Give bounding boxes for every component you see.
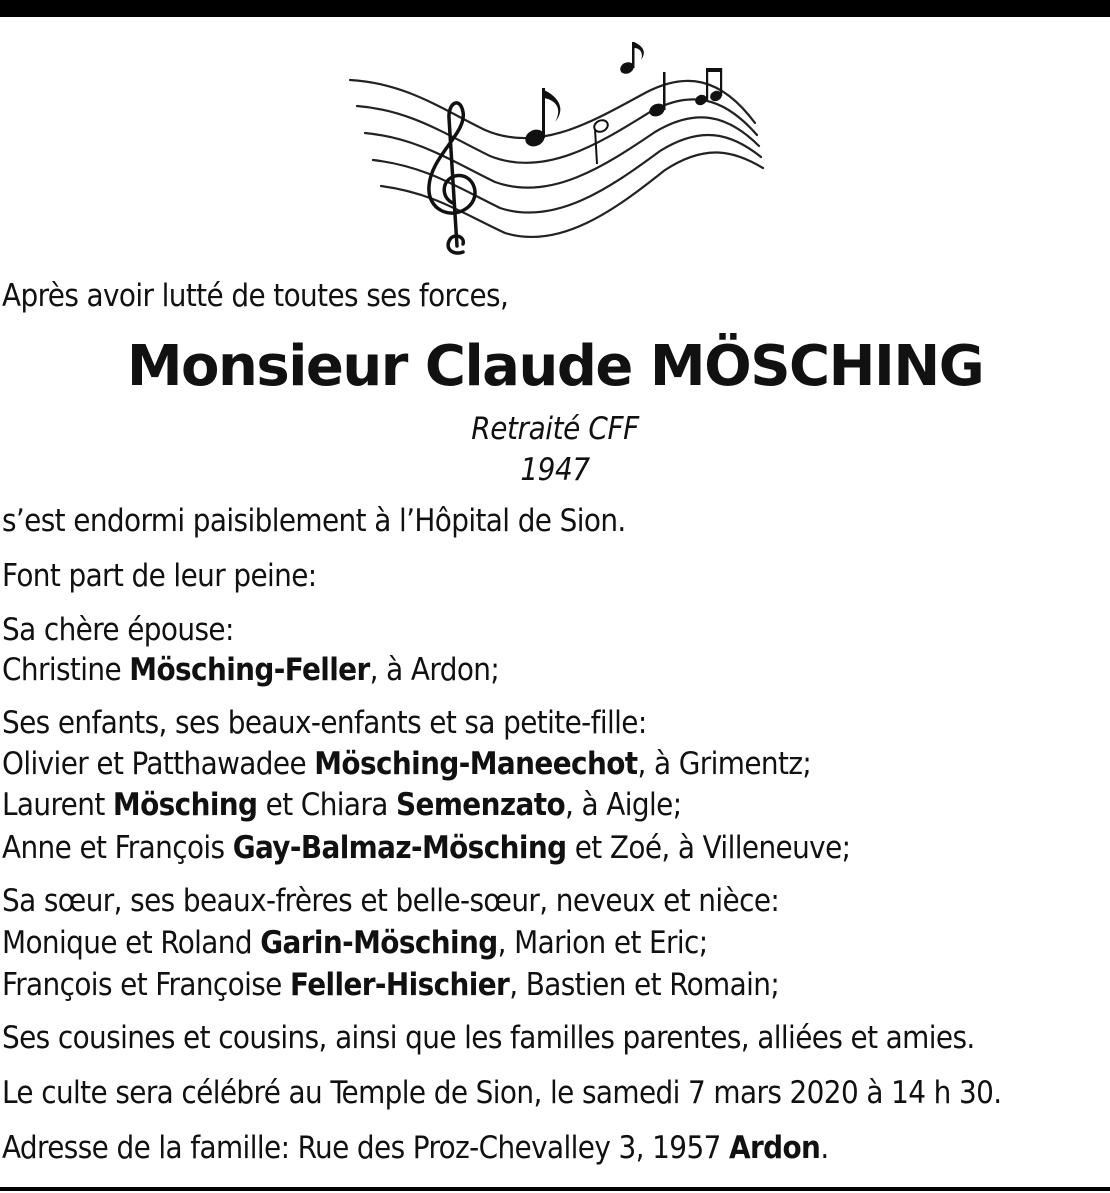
deceased-occupation: Retraité CFF — [471, 411, 639, 447]
sibling-line-1: Monique et Roland Garin-Mösching, Marion et Eric; — [2, 925, 708, 961]
child-line-2: Laurent Mösching et Chiara Semenzato, à Aigle; — [2, 787, 682, 823]
child-line-3: Anne et François Gay-Balmaz-Mösching et Zoé, à Villeneuve; — [2, 830, 851, 866]
sibling-line-2: François et Françoise Feller-Hischier, Bastien et Romain; — [2, 967, 780, 1003]
spouse-line: Christine Mösching-Feller, à Ardon; — [2, 652, 500, 688]
announce-line: Font part de leur peine: — [2, 558, 317, 594]
top-border — [0, 0, 1110, 17]
service-line: Le culte sera célébré au Temple de Sion, le samedi 7 mars 2020 à 14 h 30. — [2, 1075, 1002, 1111]
siblings-heading: Sa sœur, ses beaux-frères et belle-sœur, neveux et nièce: — [2, 883, 780, 919]
bottom-border — [0, 1187, 1110, 1191]
cousins-line: Ses cousines et cousins, ainsi que les familles parentes, alliées et amies. — [2, 1020, 975, 1056]
passing-line: s’est endormi paisiblement à l’Hôpital de Sion. — [2, 503, 626, 539]
children-heading: Ses enfants, ses beaux-enfants et sa petite-fille: — [2, 705, 647, 741]
child-line-1: Olivier et Patthawadee Mösching-Maneechot, à Grimentz; — [2, 746, 812, 782]
music-staff-emblem-icon — [345, 38, 765, 260]
address-line: Adresse de la famille: Rue des Proz-Chevalley 3, 1957 Ardon. — [2, 1130, 829, 1166]
spouse-heading: Sa chère épouse: — [2, 612, 234, 648]
intro-line: Après avoir lutté de toutes ses forces, — [2, 278, 509, 314]
deceased-birth-year: 1947 — [520, 452, 590, 488]
deceased-name: Monsieur Claude MÖSCHING — [126, 334, 984, 399]
